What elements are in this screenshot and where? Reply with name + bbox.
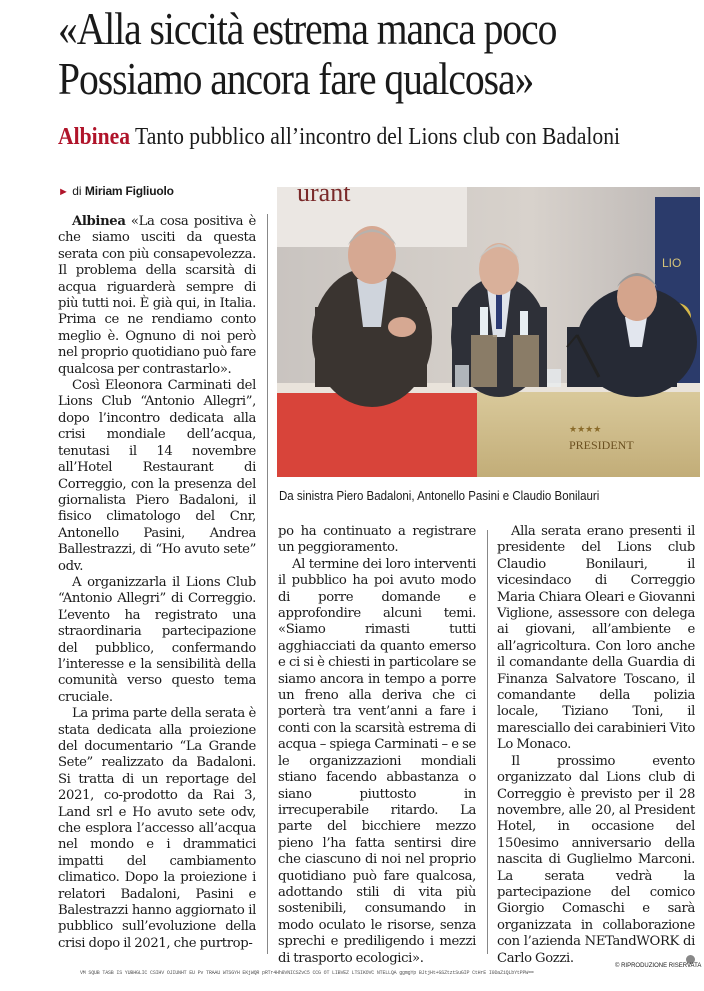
kicker-location: Albinea: [58, 124, 131, 150]
flag-text: LIO: [662, 256, 682, 270]
paragraph: Albinea «La cosa positiva è che siamo usciti da questa serata con più consapevolezza. Il problema della scarsità di acqua riguarderà sempre di più tutti noi. È già qui, in Italia. Prima ce ne rendiamo conto meglio è. Ognuno di noi però nel proprio quotidiano può fare qualcosa per contrastarlo».: [58, 214, 256, 377]
subheadline-text: Tanto pubblico all’incontro del Lions club con Badaloni: [135, 124, 621, 150]
paragraph: A organizzarla il Lions Club “Antonio Allegri” di Correggio. L’evento ha registrato una straordinaria partecipazione del pubblico, confermando l’interesse e la sensibilità della comunità verso questo tema cruciale.: [58, 574, 256, 705]
subheadline: [58, 124, 620, 151]
wall-sign-text: urant: [297, 187, 351, 207]
byline: [58, 184, 174, 198]
byline-prefix: di: [72, 184, 82, 198]
article-column-3: [497, 524, 695, 967]
author-name: Miriam Figliuolo: [84, 184, 174, 198]
event-photo: [277, 187, 700, 477]
headline-line-1: «Alla siccità estrema manca poco: [58, 4, 557, 54]
paragraph: po ha continuato a registrare un peggioramento.: [278, 524, 476, 556]
photo-illustration: [277, 187, 700, 477]
banner-text: PRESIDENT: [569, 438, 634, 452]
column-divider: [267, 214, 268, 954]
paragraph: Al termine dei loro interventi il pubblico ha poi avuto modo di porre domande e approfondire alcuni temi. «Siamo rimasti tutti agghiacciati da quanto emerso e ci si è chiesti in particolare se siamo ancora in tempo a porre un freno alla deriva che ci porterà tra vent’anni a fare i conti con la scarsità estrema di acqua – spiega Carminati – e se le organizzazioni mondiali stiano facendo abbastanza o siano piuttosto in irrecuperabile ritardo. La parte del bicchiere mezzo pieno l’ha fatta sentirsi dire che ciascuno di noi nel proprio quotidiano può fare qualcosa, adottando stili di vita più sostenibili, consumando in modo oculato le risorse, senza sprechi e prediligendo i mezzi di trasporto ecologici».: [278, 556, 476, 966]
article-column-1: [58, 214, 256, 952]
headline: [58, 4, 626, 104]
article-column-2: [278, 524, 476, 967]
paragraph: La prima parte della serata è stata dedicata alla proiezione del documentario “La Grande Sete” realizzato da Badaloni. Si tratta di un reportage del 2021, co-prodotto da Rai 3, Land srl e Ho avuto sete odv, che esplora l’accesso all’acqua nel mondo e i drammatici impatti del cambiamento climatico. Dopo la proiezione i relatori Badaloni, Pasini e Balestrazzi hanno aggiornato il pubblico sull’evoluzione della crisi dopo il 2021, che purtrop-: [58, 706, 256, 951]
footer-code: VM SQUB TASB IS YUBHGLIC CSIHV OJIUNHT EU Pv TRAAU WTSGYH EKjWQR pRTr4Hh8VNICSZvC5 CCG OT LIBVEZ LTSIKOVC NTELLQA ggmgYp BJtjHt+GSZtztSuGIP CtHrE I0DaZiQLbYtPPW==: [80, 970, 534, 976]
paragraph: Il prossimo evento organizzato dal Lions club di Correggio è previsto per il 28 novembre, alle 20, al President Hotel, in occasione del 150esimo anniversario della nascita di Guglielmo Marconi. La serata vedrà la partecipazione del comico Giorgio Comaschi e sarà organizzata in collaborazione con l’azienda NETandWORK di Carlo Gozzi.: [497, 753, 695, 966]
banner-stars-icon: ★★★★: [569, 424, 602, 434]
photo-caption: Da sinistra Piero Badaloni, Antonello Pasini e Claudio Bonilauri: [279, 489, 600, 503]
headline-line-2: Possiamo ancora fare qualcosa»: [58, 54, 534, 104]
column-divider: [487, 530, 488, 954]
paragraph: Così Eleonora Carminati del Lions Club “Antonio Allegri”, dopo l’incontro dedicata alla crisi mondiale dell’acqua, tenutasi il 14 novembre all’Hotel Restaurant di Correggio, con la presenza del giornalista Piero Badaloni, il fisico climatologo del Cnr, Antonello Pasini, Andrea Ballestrazzi, di “Ho avuto sete” odv.: [58, 378, 256, 574]
paragraph: Alla serata erano presenti il presidente del Lions club Claudio Bonilauri, il vicesindaco di Correggio Maria Chiara Oleari e Giovanni Viglione, assessore con delega ai giovani, all’ambiente e all’agricoltura. Con loro anche il comandante della Guardia di Finanza Salvatore Toscano, il comandante della polizia locale, Tiziano Toni, il maresciallo dei carabinieri Vito Lo Monaco.: [497, 524, 695, 753]
byline-arrow-icon: ►: [58, 186, 69, 198]
dateline: Albinea: [72, 214, 126, 229]
copyright-notice: © RIPRODUZIONE RISERVATA: [615, 963, 702, 969]
